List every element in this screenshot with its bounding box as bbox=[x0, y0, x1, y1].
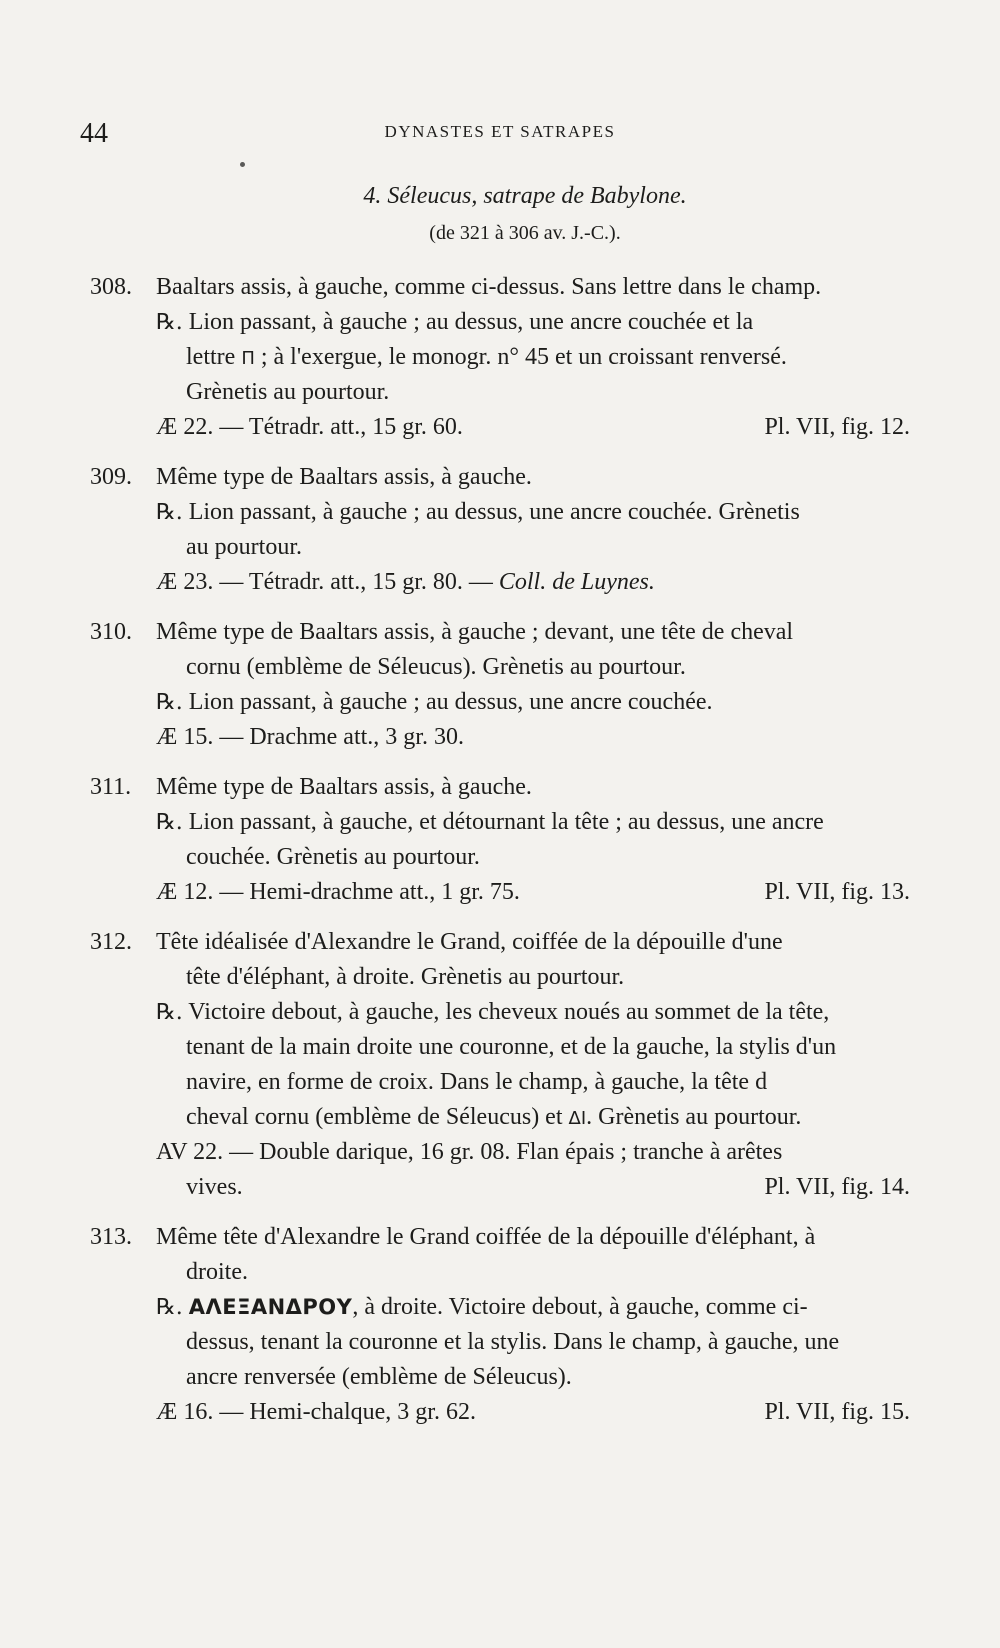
metrology-cont: vives. bbox=[186, 1174, 243, 1200]
metrology: Æ 23. — Tétradr. att., 15 gr. 80. — Coll. de Luynes. bbox=[156, 569, 655, 595]
entry-number: 313. bbox=[90, 1224, 132, 1250]
metal-abbrev: AV bbox=[156, 1139, 188, 1165]
reverse-symbol: ℞. bbox=[156, 1295, 183, 1320]
obverse-description: Baaltars assis, à gauche, comme ci-dessus. Sans lettre dans le champ. bbox=[156, 274, 822, 300]
plate-reference: Pl. VII, fig. 13. bbox=[764, 879, 910, 905]
obverse-description-cont: cornu (emblème de Séleucus). Grènetis au pourtour. bbox=[186, 654, 686, 680]
reverse-symbol: ℞. bbox=[156, 500, 183, 525]
plate-reference: Pl. VII, fig. 14. bbox=[764, 1174, 910, 1200]
obverse-description-cont: tête d'éléphant, à droite. Grènetis au pourtour. bbox=[186, 964, 625, 990]
metrology: AV 22. — Double darique, 16 gr. 08. Flan épais ; tranche à arêtes bbox=[156, 1139, 783, 1165]
reverse-symbol: ℞. bbox=[156, 690, 183, 715]
metrology: Æ 22. — Tétradr. att., 15 gr. 60. bbox=[156, 414, 463, 440]
reverse-description-cont: couchée. Grènetis au pourtour. bbox=[186, 844, 480, 870]
greek-legend: ΑΛΕΞΑΝΔΡΟΥ bbox=[188, 1295, 353, 1319]
metal-abbrev: Æ bbox=[156, 724, 178, 750]
reverse-description: ℞. Victoire debout, à gauche, les cheveux noués au sommet de la tête, bbox=[156, 999, 830, 1025]
metal-abbrev: Æ bbox=[156, 414, 178, 440]
reverse-description: ℞. Lion passant, à gauche, et détournant la tête ; au dessus, une ancre bbox=[156, 809, 824, 835]
catalog-entry-312 bbox=[90, 925, 910, 1205]
entry-number: 308. bbox=[90, 274, 132, 300]
reverse-description-cont: navire, en forme de croix. Dans le champ, à gauche, la tête d bbox=[186, 1069, 768, 1095]
catalog-entry-309 bbox=[90, 460, 910, 600]
entry-number: 312. bbox=[90, 929, 132, 955]
metrology: Æ 16. — Hemi-chalque, 3 gr. 62. bbox=[156, 1399, 476, 1425]
obverse-description: Même tête d'Alexandre le Grand coiffée de la dépouille d'éléphant, à bbox=[156, 1224, 816, 1250]
reverse-description: ℞. Lion passant, à gauche ; au dessus, une ancre couchée et la bbox=[156, 309, 754, 335]
metal-abbrev: Æ bbox=[156, 569, 178, 595]
entry-number: 311. bbox=[90, 774, 132, 800]
entry-number: 309. bbox=[90, 464, 132, 490]
print-speck bbox=[240, 162, 245, 167]
reverse-description-cont: lettre Π ; à l'exergue, le monogr. n° 45 et un croissant renversé. bbox=[186, 344, 787, 370]
obverse-description: Même type de Baaltars assis, à gauche. bbox=[156, 464, 532, 490]
reverse-symbol: ℞. bbox=[156, 1000, 183, 1025]
reverse-description-cont: tenant de la main droite une couronne, et de la gauche, la stylis d'un bbox=[186, 1034, 837, 1060]
catalog-entry-313 bbox=[90, 1220, 910, 1430]
reverse-description: ℞. Lion passant, à gauche ; au dessus, une ancre couchée. bbox=[156, 689, 713, 715]
reverse-description-cont: Grènetis au pourtour. bbox=[186, 379, 390, 405]
page-number: 44 bbox=[80, 118, 108, 149]
letter-pi: Π bbox=[241, 348, 255, 369]
reverse-description: ℞. ΑΛΕΞΑΝΔΡΟΥ, à droite. Victoire debout, à gauche, comme ci- bbox=[156, 1294, 808, 1320]
plate-reference: Pl. VII, fig. 12. bbox=[764, 414, 910, 440]
reverse-description-cont: au pourtour. bbox=[186, 534, 302, 560]
obverse-description: Tête idéalisée d'Alexandre le Grand, coiffée de la dépouille d'une bbox=[156, 929, 783, 955]
obverse-description-cont: droite. bbox=[186, 1259, 248, 1285]
monogram-delta-iota: ΔΙ bbox=[568, 1108, 587, 1129]
section-title: 4. Séleucus, satrape de Babylone. bbox=[363, 183, 687, 209]
collection-reference: Coll. de Luynes. bbox=[498, 569, 655, 595]
section-dates: (de 321 à 306 av. J.-C.). bbox=[429, 222, 621, 244]
reverse-description: ℞. Lion passant, à gauche ; au dessus, une ancre couchée. Grènetis bbox=[156, 499, 800, 525]
metrology: Æ 12. — Hemi-drachme att., 1 gr. 75. bbox=[156, 879, 520, 905]
reverse-symbol: ℞. bbox=[156, 310, 183, 335]
reverse-symbol: ℞. bbox=[156, 810, 183, 835]
reverse-description-cont: cheval cornu (emblème de Séleucus) et ΔΙ. Grènetis au pourtour. bbox=[186, 1104, 802, 1130]
entry-number: 310. bbox=[90, 619, 132, 645]
reverse-description-cont: dessus, tenant la couronne et la stylis. Dans le champ, à gauche, une bbox=[186, 1329, 840, 1355]
plate-reference: Pl. VII, fig. 15. bbox=[764, 1399, 910, 1425]
catalog-entry-308 bbox=[90, 270, 910, 445]
catalog-entry-310 bbox=[90, 615, 910, 755]
metal-abbrev: Æ bbox=[156, 1399, 178, 1425]
catalog-entry-311 bbox=[90, 770, 910, 910]
obverse-description: Même type de Baaltars assis, à gauche ; devant, une tête de cheval bbox=[156, 619, 794, 645]
running-head: DYNASTES ET SATRAPES bbox=[384, 122, 616, 141]
reverse-description-cont: ancre renversée (emblème de Séleucus). bbox=[186, 1364, 572, 1390]
obverse-description: Même type de Baaltars assis, à gauche. bbox=[156, 774, 532, 800]
metal-abbrev: Æ bbox=[156, 879, 178, 905]
metrology: Æ 15. — Drachme att., 3 gr. 30. bbox=[156, 724, 464, 750]
